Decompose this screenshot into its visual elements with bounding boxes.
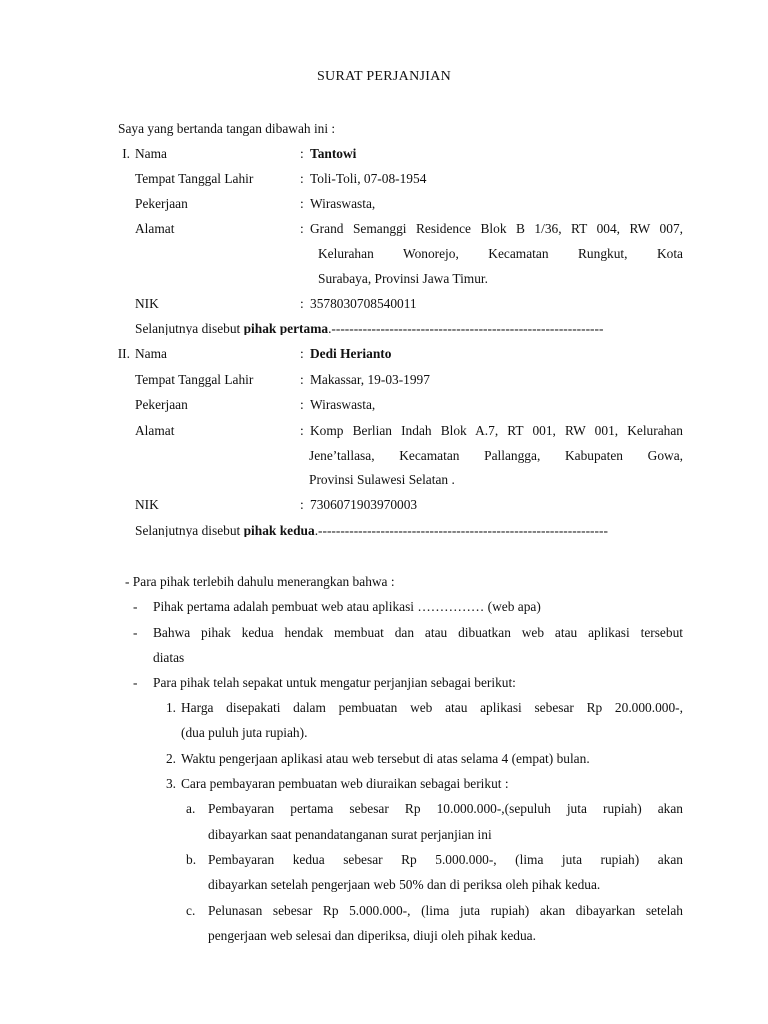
colon: : — [300, 221, 304, 236]
label-ttl: Tempat Tanggal Lahir — [135, 372, 254, 387]
party-address-line: Grand Semanggi Residence Blok B 1/36, RT 004, RW 007, — [310, 221, 683, 236]
point-text: Cara pembayaran pembuatan web diuraikan sebagai berikut : — [181, 776, 509, 791]
document-title: SURAT PERJANJIAN — [316, 69, 452, 84]
label-alamat: Alamat — [135, 221, 175, 236]
bullet-dash: - — [133, 675, 138, 690]
payment-letter: a. — [186, 801, 196, 816]
party-numeral: II. — [117, 346, 130, 361]
payment-text: Pembayaran pertama sebesar Rp 10.000.000-,(sepuluh juta rupiah) akan — [208, 801, 683, 816]
colon: : — [300, 296, 304, 311]
colon: : — [300, 196, 304, 211]
point-text-continuation: (dua puluh juta rupiah). — [181, 725, 308, 740]
party-reference: Selanjutnya disebut pihak pertama.------------------------------------------------------------- — [135, 322, 604, 336]
point-text: Harga disepakati dalam pembuatan web atau aplikasi sebesar Rp 20.000.000-, — [181, 700, 683, 715]
party-occupation: Wiraswasta, — [310, 196, 376, 211]
bullet-dash: - — [133, 625, 138, 640]
party-birth: Toli-Toli, 07-08-1954 — [310, 171, 427, 186]
colon: : — [300, 497, 304, 512]
label-pekerjaan: Pekerjaan — [135, 397, 188, 412]
colon: : — [300, 146, 304, 161]
label-nama: Nama — [135, 146, 167, 161]
payment-letter: c. — [186, 903, 196, 918]
label-ttl: Tempat Tanggal Lahir — [135, 171, 254, 186]
bullet-dash: - — [133, 599, 138, 614]
point-number: 3. — [165, 776, 176, 791]
label-pekerjaan: Pekerjaan — [135, 196, 188, 211]
party-nik: 3578030708540011 — [310, 296, 417, 311]
label-nik: NIK — [135, 296, 159, 311]
label-nik: NIK — [135, 497, 159, 512]
intro-text: Saya yang bertanda tangan dibawah ini : — [118, 121, 336, 136]
party-occupation: Wiraswasta, — [310, 397, 376, 412]
party-address-line: Kelurahan Wonorejo, Kecamatan Rungkut, Kota — [318, 246, 683, 261]
payment-text: Pelunasan sebesar Rp 5.000.000-, (lima juta rupiah) akan dibayarkan setelah — [208, 903, 683, 918]
colon: : — [300, 397, 304, 412]
point-number: 1. — [165, 700, 176, 715]
point-number: 2. — [165, 751, 176, 766]
colon: : — [300, 171, 304, 186]
payment-text: Pembayaran kedua sebesar Rp 5.000.000-, (lima juta rupiah) akan — [208, 852, 683, 867]
label-nama: Nama — [135, 346, 167, 361]
payment-text-continuation: dibayarkan setelah pengerjaan web 50% dan di periksa oleh pihak kedua. — [208, 877, 601, 892]
point-text: Waktu pengerjaan aplikasi atau web tersebut di atas selama 4 (empat) bulan. — [181, 751, 590, 766]
party-address-line: Komp Berlian Indah Blok A.7, RT 001, RW 001, Kelurahan — [310, 423, 683, 438]
list-item: Para pihak telah sepakat untuk mengatur perjanjian sebagai berikut: — [153, 675, 516, 690]
payment-text-continuation: dibayarkan saat penandatanganan surat perjanjian ini — [208, 827, 492, 842]
party-address-line: Provinsi Sulawesi Selatan . — [309, 472, 455, 487]
list-item-continuation: diatas — [153, 650, 185, 665]
party-name: Tantowi — [310, 146, 357, 161]
payment-text-continuation: pengerjaan web selesai dan diperiksa, diuji oleh pihak kedua. — [208, 928, 536, 943]
statement-heading: - Para pihak terlebih dahulu menerangkan bahwa : — [125, 574, 395, 589]
party-address-line: Surabaya, Provinsi Jawa Timur. — [318, 271, 488, 286]
colon: : — [300, 423, 304, 438]
list-item: Bahwa pihak kedua hendak membuat dan atau dibuatkan web atau aplikasi tersebut — [153, 625, 683, 640]
party-reference: Selanjutnya disebut pihak kedua.----------------------------------------------------------------- — [135, 524, 608, 538]
payment-letter: b. — [186, 852, 197, 867]
list-item: Pihak pertama adalah pembuat web atau aplikasi …………… (web apa) — [153, 599, 541, 614]
colon: : — [300, 372, 304, 387]
label-alamat: Alamat — [135, 423, 175, 438]
party-address-line: Jene’tallasa, Kecamatan Pallangga, Kabupaten Gowa, — [309, 448, 683, 463]
party-nik: 7306071903970003 — [310, 497, 418, 512]
party-name: Dedi Herianto — [310, 346, 392, 361]
party-numeral: I. — [122, 146, 130, 161]
party-birth: Makassar, 19-03-1997 — [310, 372, 430, 387]
colon: : — [300, 346, 304, 361]
